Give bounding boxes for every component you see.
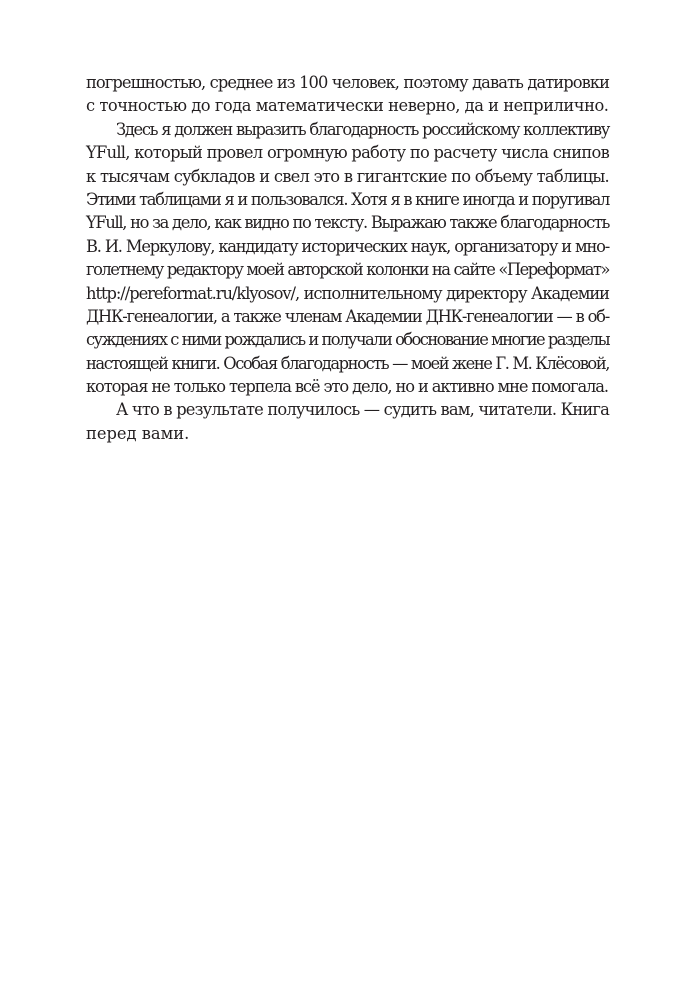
text-line: YFull, который провел огромную работу по расчету числа снипов — [86, 143, 609, 163]
text-line: к тысячам субкладов и свел это в гигантские по объему таблицы. — [86, 166, 609, 186]
body-text — [86, 71, 609, 445]
text-line: Этими таблицами я и пользовался. Хотя я в книге иногда и поругивал — [86, 189, 609, 209]
paragraph-start-line: А что в результате получилось — судить вам, читатели. Книга — [116, 400, 609, 420]
text-line: с точностью до года математически неверно, да и неприлично. — [86, 96, 609, 116]
text-line: В. И. Меркулову, кандидату исторических наук, организатору и мно- — [86, 236, 609, 256]
text-line: которая не только терпела всё это дело, но и активно мне помогала. — [86, 377, 608, 397]
text-line: суждениях с ними рождались и получали обоснование многие разделы — [86, 330, 609, 350]
text-line: YFull, но за дело, как видно по тексту. Выражаю также благодарность — [86, 213, 609, 233]
text-line: погрешностью, среднее из 100 человек, поэтому давать датировки — [86, 73, 609, 92]
text-line: http://pereformat.ru/klyosov/, исполнительному директору Академии — [86, 283, 609, 303]
paragraph-start-line: Здесь я должен выразить благодарность российскому коллективу — [116, 119, 609, 139]
text-line: перед вами. — [86, 423, 190, 443]
text-line: настоящей книги. Особая благодарность — моей жене Г. М. Клёсовой, — [86, 353, 609, 373]
text-line: ДНК-генеалогии, а также членам Академии ДНК-генеалогии — в об- — [86, 306, 609, 326]
text-line: голетнему редактору моей авторской колонки на сайте «Переформат» — [86, 260, 609, 280]
